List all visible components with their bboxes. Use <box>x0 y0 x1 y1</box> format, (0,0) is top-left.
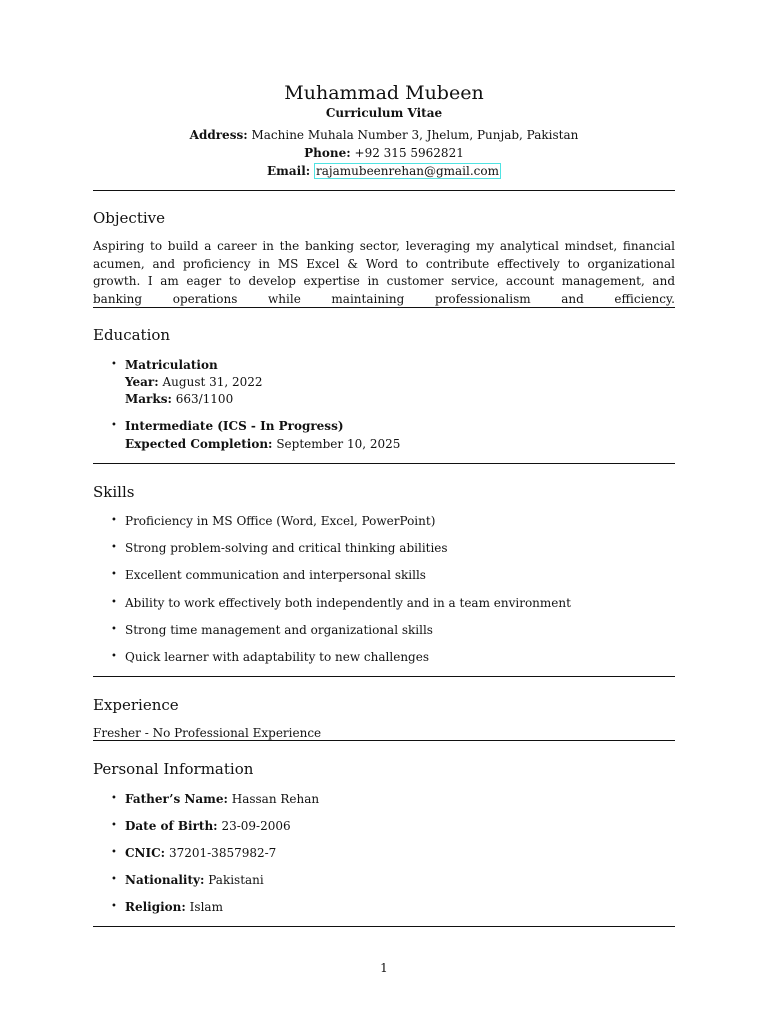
personal-item-nationality <box>111 872 264 888</box>
personal-info-divider <box>93 926 675 927</box>
personal-label: Date of Birth: <box>125 819 218 833</box>
candidate-name: Muhammad Mubeen <box>284 82 484 104</box>
completion-label: Expected Completion: <box>125 437 273 451</box>
objective-divider <box>93 307 675 308</box>
education-title: Intermediate (ICS - In Progress) <box>125 419 344 433</box>
personal-label: CNIC: <box>125 846 166 860</box>
bullet: • <box>111 793 117 804</box>
bullet: • <box>111 569 117 580</box>
document-subtitle: Curriculum Vitae <box>325 106 443 120</box>
personal-label: Father’s Name: <box>125 792 228 806</box>
bullet: • <box>111 820 117 831</box>
phone-label: Phone: <box>304 146 351 160</box>
completion-value: September 10, 2025 <box>276 437 401 451</box>
personal-label: Religion: <box>125 900 186 914</box>
bullet: • <box>111 901 117 912</box>
skill-item <box>111 567 426 583</box>
phone-line <box>0 145 768 161</box>
email-link[interactable]: rajamubeenrehan@gmail.com <box>316 164 499 178</box>
address-value: Machine Muhala Number 3, Jhelum, Punjab, Pakistan <box>251 128 579 142</box>
bullet: • <box>111 420 117 431</box>
bullet: • <box>111 359 117 370</box>
education-title: Matriculation <box>125 358 218 372</box>
education-item-matriculation <box>111 357 218 373</box>
header-divider <box>93 190 675 191</box>
bullet: • <box>111 874 117 885</box>
skill-item <box>111 540 448 556</box>
email-line <box>0 163 768 179</box>
objective-text: Aspiring to build a career in the banking sector, leveraging my analytical mindset, financial acumen, and proficiency in MS Excel & Word to contribute effectively to organizational growth. I am eager to develop expertise in customer service, account management, and banking operations while maintaining professionalism and efficiency. <box>93 239 675 306</box>
education-heading: Education <box>93 326 171 344</box>
skill-item <box>111 595 571 611</box>
skill-text: Strong problem-solving and critical thinking abilities <box>125 541 448 555</box>
education-item-intermediate <box>111 418 344 434</box>
bullet: • <box>111 597 117 608</box>
personal-value: Islam <box>189 900 223 914</box>
year-value: August 31, 2022 <box>162 375 263 389</box>
objective-heading: Objective <box>93 209 166 227</box>
bullet: • <box>111 542 117 553</box>
marks-value: 663/1100 <box>175 392 234 406</box>
address-label: Address: <box>189 128 248 142</box>
email-label: Email: <box>267 164 311 178</box>
experience-heading: Experience <box>93 696 179 714</box>
bullet: • <box>111 651 117 662</box>
year-label: Year: <box>125 375 159 389</box>
bullet: • <box>111 847 117 858</box>
marks-label: Marks: <box>125 392 172 406</box>
personal-value: 23-09-2006 <box>221 819 291 833</box>
skill-item <box>111 513 436 529</box>
personal-value: Pakistani <box>208 873 264 887</box>
skill-text: Strong time management and organizational skills <box>125 623 433 637</box>
skill-text: Quick learner with adaptability to new challenges <box>125 650 429 664</box>
skill-item <box>111 649 429 665</box>
skill-item <box>111 622 433 638</box>
skill-text: Proficiency in MS Office (Word, Excel, PowerPoint) <box>125 514 436 528</box>
personal-item-father-name <box>111 791 320 807</box>
education-marks-line <box>125 391 233 407</box>
education-divider <box>93 463 675 464</box>
personal-item-religion <box>111 899 223 915</box>
skill-text: Excellent communication and interpersonal skills <box>125 568 426 582</box>
skill-text: Ability to work effectively both independently and in a team environment <box>125 596 571 610</box>
skills-heading: Skills <box>93 483 135 501</box>
phone-value: +92 315 5962821 <box>354 146 464 160</box>
personal-value: 37201-3857982-7 <box>168 846 277 860</box>
personal-item-cnic <box>111 845 277 861</box>
personal-item-dob <box>111 818 291 834</box>
personal-label: Nationality: <box>125 873 205 887</box>
education-completion-line <box>125 436 400 452</box>
skills-divider <box>93 676 675 677</box>
experience-divider <box>93 740 675 741</box>
page-number: 1 <box>380 961 388 975</box>
personal-info-heading: Personal Information <box>93 760 254 778</box>
address-line <box>0 127 768 143</box>
personal-value: Hassan Rehan <box>231 792 320 806</box>
bullet: • <box>111 515 117 526</box>
bullet: • <box>111 624 117 635</box>
education-year-line <box>125 374 263 390</box>
experience-text: Fresher - No Professional Experience <box>93 726 322 740</box>
